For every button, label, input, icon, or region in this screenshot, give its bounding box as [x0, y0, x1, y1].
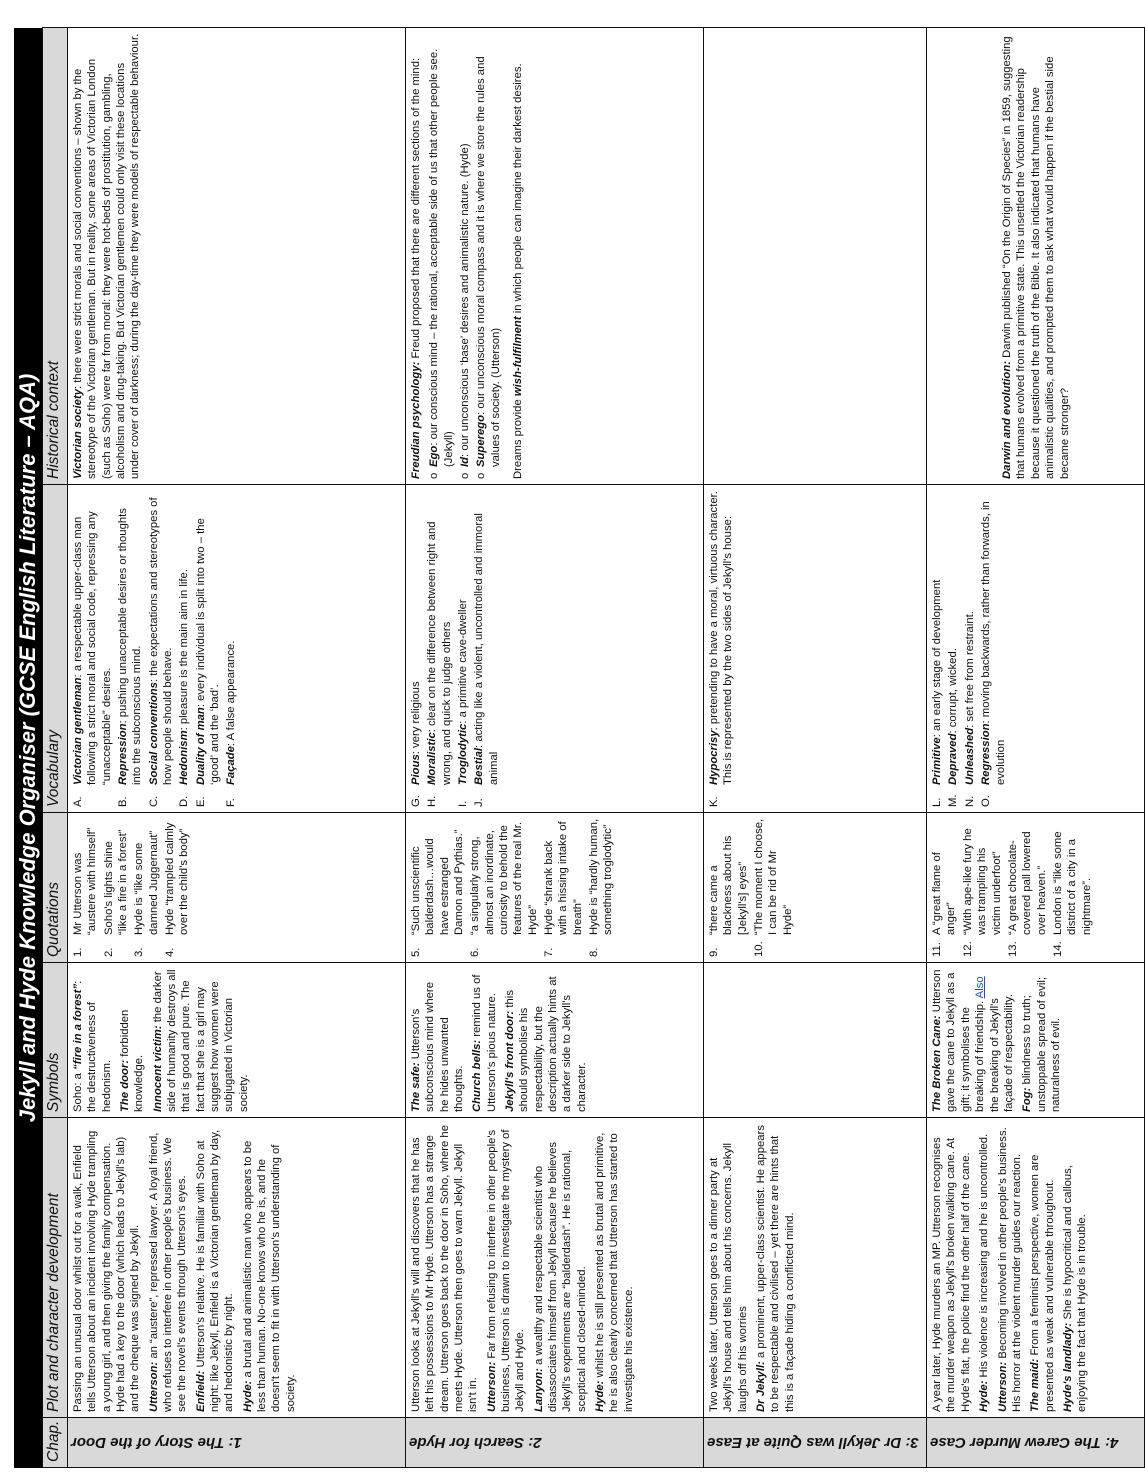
context-cell: [927, 28, 1145, 485]
symbol-entry: [470, 968, 499, 1112]
plot-text: A year later, Hyde murders an MP. Utterson recognises the murder weapon as Jekyll's broken walking cane. At Hyde's flat, the police find the other half of the cane.: [931, 1137, 972, 1412]
vocabulary-definition: : clear on the difference between right and wrong, and quick to judge others: [426, 521, 453, 785]
quotation-number: 12.: [961, 941, 974, 957]
vocabulary-letter: H.: [426, 795, 439, 807]
quotation-number: 4.: [164, 947, 177, 957]
quotation-text: “With ape-like fury he was trampling his victim underfoot”: [961, 828, 1003, 935]
vocabulary-term: Moralistic: [426, 732, 439, 785]
quotation-item: [587, 818, 616, 957]
vocabulary-term: Victorian gentleman: [72, 677, 84, 785]
chapter-title: 1: The Story of the Door: [71, 1434, 242, 1452]
symbol-text: blindness to truth; unstoppable spread of evil; naturalness of evil.: [1021, 976, 1062, 1112]
character-name: The maid:: [1029, 1358, 1042, 1412]
quotations-cell: [68, 813, 406, 963]
plot-text: Utterson looks at Jekyll's will and discovers that he has left his possessions to Mr Hyde. Utterson has a strange dream. Utterson goes back to the door in Soho, where he meets Hyde. Utterson then goes to warn Jekyll. Jekyll isn't in.: [410, 1125, 480, 1412]
vocabulary-letter: C.: [147, 795, 160, 807]
character-name: Utterson:: [147, 1361, 160, 1412]
vocabulary-term: Regression: [980, 723, 993, 785]
vocabulary-definition: : pleasure is the main aim in life.: [178, 569, 191, 731]
quotation-list: [930, 818, 1094, 957]
vocabulary-item: [224, 490, 238, 807]
quotation-text: “there came a blackness about his [Jekyll's] eyes”: [708, 835, 749, 935]
quotation-text: Soho's lights shine “like a fire in a forest”: [102, 829, 130, 935]
context-term: Darwin and evolution:: [1001, 361, 1014, 479]
quotation-item: [468, 818, 540, 957]
quotation-number: 5.: [410, 947, 422, 957]
plot-paragraph: [532, 1123, 589, 1412]
quotation-item: [163, 818, 192, 957]
quotation-list: [409, 818, 616, 957]
vocabulary-list: [71, 490, 239, 807]
chapter-cell: [406, 1418, 704, 1468]
plot-paragraph: [977, 1123, 991, 1412]
plot-text: a wealthy and respectable scientist who disassociates himself from Jekyll because he believes Jekyll's experiments are “balderdash”. He is rational, sceptical and closed-minded.: [532, 1142, 588, 1412]
quotation-number: 9.: [708, 947, 720, 957]
quotation-number: 2.: [102, 947, 115, 957]
character-name: Enfield:: [194, 1370, 207, 1412]
plot-paragraph: [241, 1123, 298, 1412]
vocabulary-letter: K.: [708, 796, 720, 807]
vocabulary-letter: A.: [72, 796, 84, 807]
knowledge-organiser-page: [14, 28, 1119, 1468]
symbol-link-word: Also: [974, 976, 987, 999]
context-entry: [511, 33, 525, 479]
chapter-title: 4: The Carew Murder Case: [930, 1434, 1119, 1452]
context-term: Ego: [428, 445, 441, 467]
quotation-text: Hyde “trampled calmly over the child's body”: [164, 822, 191, 935]
page-title: Jekyll and Hyde Knowledge Organiser (GCSE English Literature – AQA): [14, 28, 42, 1468]
plot-text: Passing an unusual door whilst out for a walk, Enfield tells Utterson about an incident involving Hyde trampling a young girl, and then giving the family compensation. Hyde had a key to the door (which leads to Jekyll's lab) and the cheque was signed by Jekyll.: [72, 1130, 142, 1412]
context-text: : our conscious mind – the rational, acceptable side of us that other people see. (Jekyll): [428, 48, 455, 467]
character-name: Utterson:: [485, 1361, 498, 1412]
character-name: Hyde's landlady:: [1061, 1322, 1074, 1412]
character-name: Utterson:: [996, 1361, 1009, 1412]
vocabulary-definition: : pushing unacceptable desires or thoughts into the subconscious mind.: [117, 508, 144, 785]
vocabulary-definition: : a primitive cave-dweller: [457, 599, 470, 724]
symbol-text: this should symbolise his respectability, but the description actually hints at a darker side to Jekyll's character.: [504, 976, 588, 1112]
context-entry: [427, 33, 456, 479]
chapter-row: [406, 28, 704, 1468]
quotation-item: [71, 818, 100, 957]
vocabulary-term: Primitive: [931, 737, 944, 785]
vocabulary-item: [963, 490, 977, 807]
quotation-list: [707, 818, 795, 957]
vocabulary-letter: L.: [931, 797, 944, 807]
context-entry: [458, 33, 472, 479]
plot-text: From a feminist perspective, women are presented as weak and vulnerable throughout.: [1029, 1154, 1056, 1412]
quotation-number: 13.: [1006, 941, 1019, 957]
vocabulary-item: [707, 490, 736, 807]
context-term: Id: [459, 456, 472, 467]
plot-text: a prominent, upper-class scientist. He appears to be respectable and civilised – yet there are hints that this is a façade hiding a conflicted mind.: [755, 1125, 796, 1412]
header-context: Historical context: [43, 28, 68, 485]
symbol-name: “fire in a forest”: [72, 983, 84, 1070]
vocabulary-list: [930, 490, 1008, 807]
plot-paragraph: [1028, 1123, 1057, 1412]
vocabulary-item: [409, 490, 423, 807]
plot-paragraph: [707, 1123, 750, 1412]
vocabulary-definition: : the expectations and stereotypes of how people should behave.: [147, 497, 175, 785]
vocabulary-term: Hedonism: [178, 730, 191, 785]
context-term: Freudian psychology:: [410, 361, 422, 479]
vocabulary-item: [177, 490, 191, 807]
symbol-prefix: Soho: a: [72, 1069, 84, 1112]
context-text: : there were strict morals and social conventions – shown by the stereotype of the Victorian gentleman. But in reality, some areas of Victorian London (such as Soho) were far from moral: they were hot-beds of prostitution, gambling, alcoholism and drug-taking. But Victorian gentlemen could only visit these locations under cover of darkness; during the day-time they were models of respectable behaviour.: [72, 33, 142, 479]
chapter-row: [927, 28, 1145, 1468]
quotation-text: London is “like some district of a city in a nightmare”.: [1051, 831, 1093, 935]
context-text: in which people can imagine their darkest desires.: [512, 63, 525, 317]
quotations-cell: [704, 813, 927, 963]
vocabulary-letter: E.: [194, 796, 207, 807]
plot-paragraph: [194, 1123, 237, 1412]
vocabulary-letter: G.: [410, 795, 422, 807]
symbol-entry: [118, 968, 147, 1112]
chapter-title: 2: Search for Hyde: [409, 1434, 542, 1452]
vocabulary-term: Social conventions: [147, 682, 160, 785]
header-symbols: Symbols: [43, 963, 68, 1118]
plot-paragraph: [930, 1123, 973, 1412]
quotation-item: [961, 818, 1004, 957]
symbol-name: Fog:: [1021, 1087, 1034, 1112]
character-name: Hyde:: [978, 1380, 991, 1412]
plot-text: Far from refusing to interfere in other people's business, Utterson is drawn to investigate the mystery of Jekyll and Hyde.: [485, 1129, 527, 1412]
symbol-name: The door:: [119, 1059, 132, 1112]
plot-text: Becoming involved in other people's business. His horror at the violent murder guides our reaction.: [996, 1127, 1023, 1412]
symbol-text: Utterson's subconscious mind where he hides unwanted thoughts.: [410, 982, 466, 1112]
vocabulary-letter: B.: [117, 796, 130, 807]
chapter-row: [704, 28, 927, 1468]
plot-paragraph: [485, 1123, 528, 1412]
plot-paragraph: [996, 1123, 1025, 1412]
plot-text: She is hypocritical and callous, enjoying the fact that Hyde is in trouble.: [1061, 1165, 1089, 1412]
plot-text: an “austere”, repressed lawyer. A loyal friend, who refuses to interfere in other people's business. We see the novel's events through Utterson's eyes.: [147, 1132, 189, 1412]
vocabulary-letter: O.: [980, 795, 993, 807]
symbol-name: Innocent victim:: [151, 1025, 164, 1112]
quotation-text: Hyde is “like some damned Juggernaut”: [133, 830, 160, 935]
context-entry: [474, 33, 503, 479]
quotation-item: [1051, 818, 1094, 957]
vocabulary-cell: [704, 485, 927, 813]
symbol-entry: [503, 968, 589, 1112]
vocabulary-item: [116, 490, 145, 807]
plot-text: whilst he is still presented as brutal and primitive, he is also clearly concerned that Utterson has started to investigate his existence.: [594, 1132, 635, 1412]
quotation-number: 1.: [72, 947, 84, 957]
quotation-text: Hyde “shrank back with a hissing intake of breath”: [543, 821, 584, 935]
symbols-cell: [704, 963, 927, 1118]
quotations-cell: [927, 813, 1145, 963]
vocabulary-definition: : very religious: [410, 681, 422, 755]
context-entry: [71, 33, 143, 479]
vocabulary-item: [456, 490, 470, 807]
symbol-entry: [151, 968, 251, 1112]
plot-text: His violence is increasing and he is uncontrolled.: [978, 1133, 991, 1381]
symbol-text: the darker side of humanity destroys all that is good and pure. The fact that she is a girl may suggest how women were subjugated in Victorian society.: [151, 969, 250, 1112]
character-name: Dr Jekyll:: [755, 1361, 768, 1412]
vocabulary-definition: : an early stage of development: [931, 579, 944, 738]
vocabulary-term: Depraved: [947, 733, 960, 785]
vocabulary-cell: [406, 485, 704, 813]
quotation-text: “The moment I choose, I can be rid of Mr Hyde”: [753, 818, 794, 935]
symbol-text: remind us of Utterson's pious nature.: [471, 974, 498, 1112]
symbol-text: Utterson gave the cane to Jekyll as a gift; it symbolises the breaking of friendship.: [931, 969, 987, 1112]
vocabulary-item: [979, 490, 1008, 807]
vocabulary-letter: M.: [947, 794, 960, 807]
plot-text: Two weeks later, Utterson goes to a dinner party at Jekyll's house and tells him about his concerns. Jekyll laughs off his worries: [708, 1142, 749, 1412]
quotation-number: 10.: [753, 941, 766, 957]
symbol-name: Jekyll's front door:: [504, 1010, 517, 1112]
context-term: Victorian society: [72, 389, 84, 479]
symbols-cell: [68, 963, 406, 1118]
vocabulary-term: Unleashed: [963, 727, 976, 785]
symbol-entry: [71, 968, 114, 1112]
plot-text: a brutal and animalistic man who appears to be less than human. No-one knows who he is, and he doesn't seem to fit in with Utterson's understanding of society.: [241, 1140, 297, 1412]
vocabulary-term: Hypocrisy: [708, 730, 720, 785]
chapter-cell: [68, 1418, 406, 1468]
vocabulary-letter: F.: [225, 798, 238, 807]
quotation-number: 7.: [543, 947, 556, 957]
header-plot: Plot and character development: [43, 1118, 68, 1418]
plot-cell: [704, 1118, 927, 1418]
vocabulary-cell: [927, 485, 1145, 813]
vocabulary-definition: : every individual is split into two – the ‘good’ and the ‘bad’.: [194, 518, 222, 785]
vocabulary-term: Troglodytic: [457, 723, 470, 785]
vocabulary-letter: I.: [457, 800, 470, 807]
quotation-number: 8.: [588, 947, 601, 957]
vocabulary-item: [472, 490, 501, 807]
plot-paragraph: [593, 1123, 636, 1412]
plot-paragraph: [71, 1123, 143, 1412]
quotation-item: [707, 818, 750, 957]
plot-cell: [927, 1118, 1145, 1418]
header-quotations: Quotations: [43, 813, 68, 963]
vocabulary-definition: : a respectable upper-class man following a strict moral and social code, repressing any “unacceptable” desires.: [72, 511, 113, 785]
context-text: : our unconscious moral compass and it is where we store the rules and values of society. (Utterson): [475, 56, 502, 467]
quotation-number: 14.: [1051, 941, 1064, 957]
vocabulary-item: [425, 490, 454, 807]
quotation-item: [409, 818, 466, 957]
quotation-item: [132, 818, 161, 957]
quotation-item: [102, 818, 131, 957]
vocabulary-item: [930, 490, 944, 807]
quotation-text: “Such unscientific balderdash…would have estranged Damon and Pythias.”: [410, 829, 466, 935]
quotations-cell: [406, 813, 704, 963]
vocabulary-letter: J.: [473, 798, 486, 807]
context-cell: [704, 28, 927, 485]
context-text: : our unconscious ‘base’ desires and animalistic nature. (Hyde): [459, 143, 472, 457]
quotation-text: “A great chocolate-covered pall lowered over heaven.”: [1006, 831, 1048, 935]
character-name: Lanyon:: [532, 1368, 545, 1412]
vocabulary-item: [946, 490, 960, 807]
chapter-row: [68, 28, 406, 1468]
quotation-text: “a singularly strong, almost an inordinate, curiosity to behold the features of the real Mr. Hyde”: [469, 821, 539, 935]
vocabulary-letter: D.: [178, 795, 191, 807]
context-cell: [68, 28, 406, 485]
quotation-text: Mr Utterson was “austere with himself”: [72, 827, 99, 935]
header-chapter: Chap.: [43, 1418, 68, 1468]
chapter-title: 3: Dr Jekyll was Quite at Ease: [707, 1434, 919, 1452]
symbol-name: The safe:: [410, 1062, 422, 1112]
plot-paragraph: [1061, 1123, 1090, 1412]
quotation-list: [71, 818, 192, 957]
header-row: [43, 28, 68, 1468]
organiser-table: [42, 27, 1145, 1468]
context-text: Freud proposed that there are different sections of the mind:: [410, 57, 422, 362]
context-entry: [1000, 33, 1072, 479]
vocabulary-term: Pious: [410, 754, 422, 785]
vocabulary-item: [194, 490, 223, 807]
header-vocabulary: Vocabulary: [43, 485, 68, 813]
quotation-text: A “great flame of anger”: [931, 852, 958, 935]
vocabulary-term: Duality of man: [194, 707, 207, 785]
context-entry: [409, 33, 423, 479]
context-cell: [406, 28, 704, 485]
vocabulary-term: Repression: [117, 723, 130, 785]
symbols-cell: [406, 963, 704, 1118]
vocabulary-definition: : corrupt, wicked.: [947, 648, 960, 734]
vocabulary-definition: : pretending to have a moral, virtuous character. This is represented by the two sides of Jekyll's house:: [708, 491, 735, 785]
context-prefix: Dreams provide: [512, 396, 525, 479]
quotation-item: [542, 818, 585, 957]
quotation-number: 6.: [469, 947, 482, 957]
quotation-item: [1006, 818, 1049, 957]
plot-cell: [68, 1118, 406, 1418]
vocabulary-item: [71, 490, 114, 807]
vocabulary-definition: : A false appearance.: [225, 640, 238, 747]
character-name: Hyde:: [241, 1380, 254, 1412]
character-name: Hyde:: [594, 1380, 607, 1412]
plot-paragraph: [147, 1123, 190, 1412]
plot-cell: [406, 1118, 704, 1418]
vocabulary-letter: N.: [963, 795, 976, 807]
symbol-name: Church bells:: [471, 1039, 484, 1112]
symbol-entry: [1020, 968, 1063, 1112]
symbol-entry: [409, 968, 466, 1112]
vocabulary-definition: : set free from restraint.: [963, 611, 976, 728]
context-term: wish-fulfilment: [512, 316, 525, 397]
vocabulary-list: [707, 490, 736, 807]
vocabulary-definition: : acting like a violent, uncontrolled and immoral animal: [473, 513, 500, 785]
vocabulary-term: Façade: [225, 746, 238, 785]
quotation-item: [930, 818, 959, 957]
vocabulary-definition: : moving backwards, rather than forwards, in evolution: [980, 501, 1007, 785]
symbol-text: : the destructiveness of hedonism.: [72, 980, 113, 1112]
quotation-item: [752, 818, 795, 957]
vocabulary-list: [409, 490, 501, 807]
context-text: Darwin published “On the Origin of Species” in 1859, suggesting that humans evolved from a primitive state. This unsettled the Victorian readership because it questioned the truth of the Bible. It also indicated that humans have animalistic qualities, and prompted them to ask what would happen if the bestial side became stronger?: [1001, 36, 1071, 479]
quotation-number: 11.: [931, 942, 944, 957]
context-term: Superego: [475, 414, 488, 467]
plot-paragraph: [409, 1123, 481, 1412]
plot-paragraph: [754, 1123, 797, 1412]
vocabulary-cell: [68, 485, 406, 813]
symbol-name: The Broken Cane:: [931, 1015, 944, 1112]
symbol-text: forbidden knowledge.: [119, 1009, 146, 1112]
vocabulary-item: [147, 490, 176, 807]
symbol-text-after: the breaking of Jekyll's façade of respectability.: [988, 994, 1015, 1112]
quotation-text: Hyde is “hardly human, something troglodytic”: [588, 818, 615, 935]
chapter-cell: [927, 1418, 1145, 1468]
plot-text: Utterson's relative. He is familiar with Soho at night: like Jekyll, Enfield is a Victorian gentleman by day, and hedonistic by night.: [194, 1129, 236, 1412]
quotation-number: 3.: [133, 947, 146, 957]
chapter-cell: [704, 1418, 927, 1468]
symbol-entry: [930, 968, 1016, 1112]
symbols-cell: [927, 963, 1145, 1118]
vocabulary-term: Bestial: [473, 747, 486, 785]
